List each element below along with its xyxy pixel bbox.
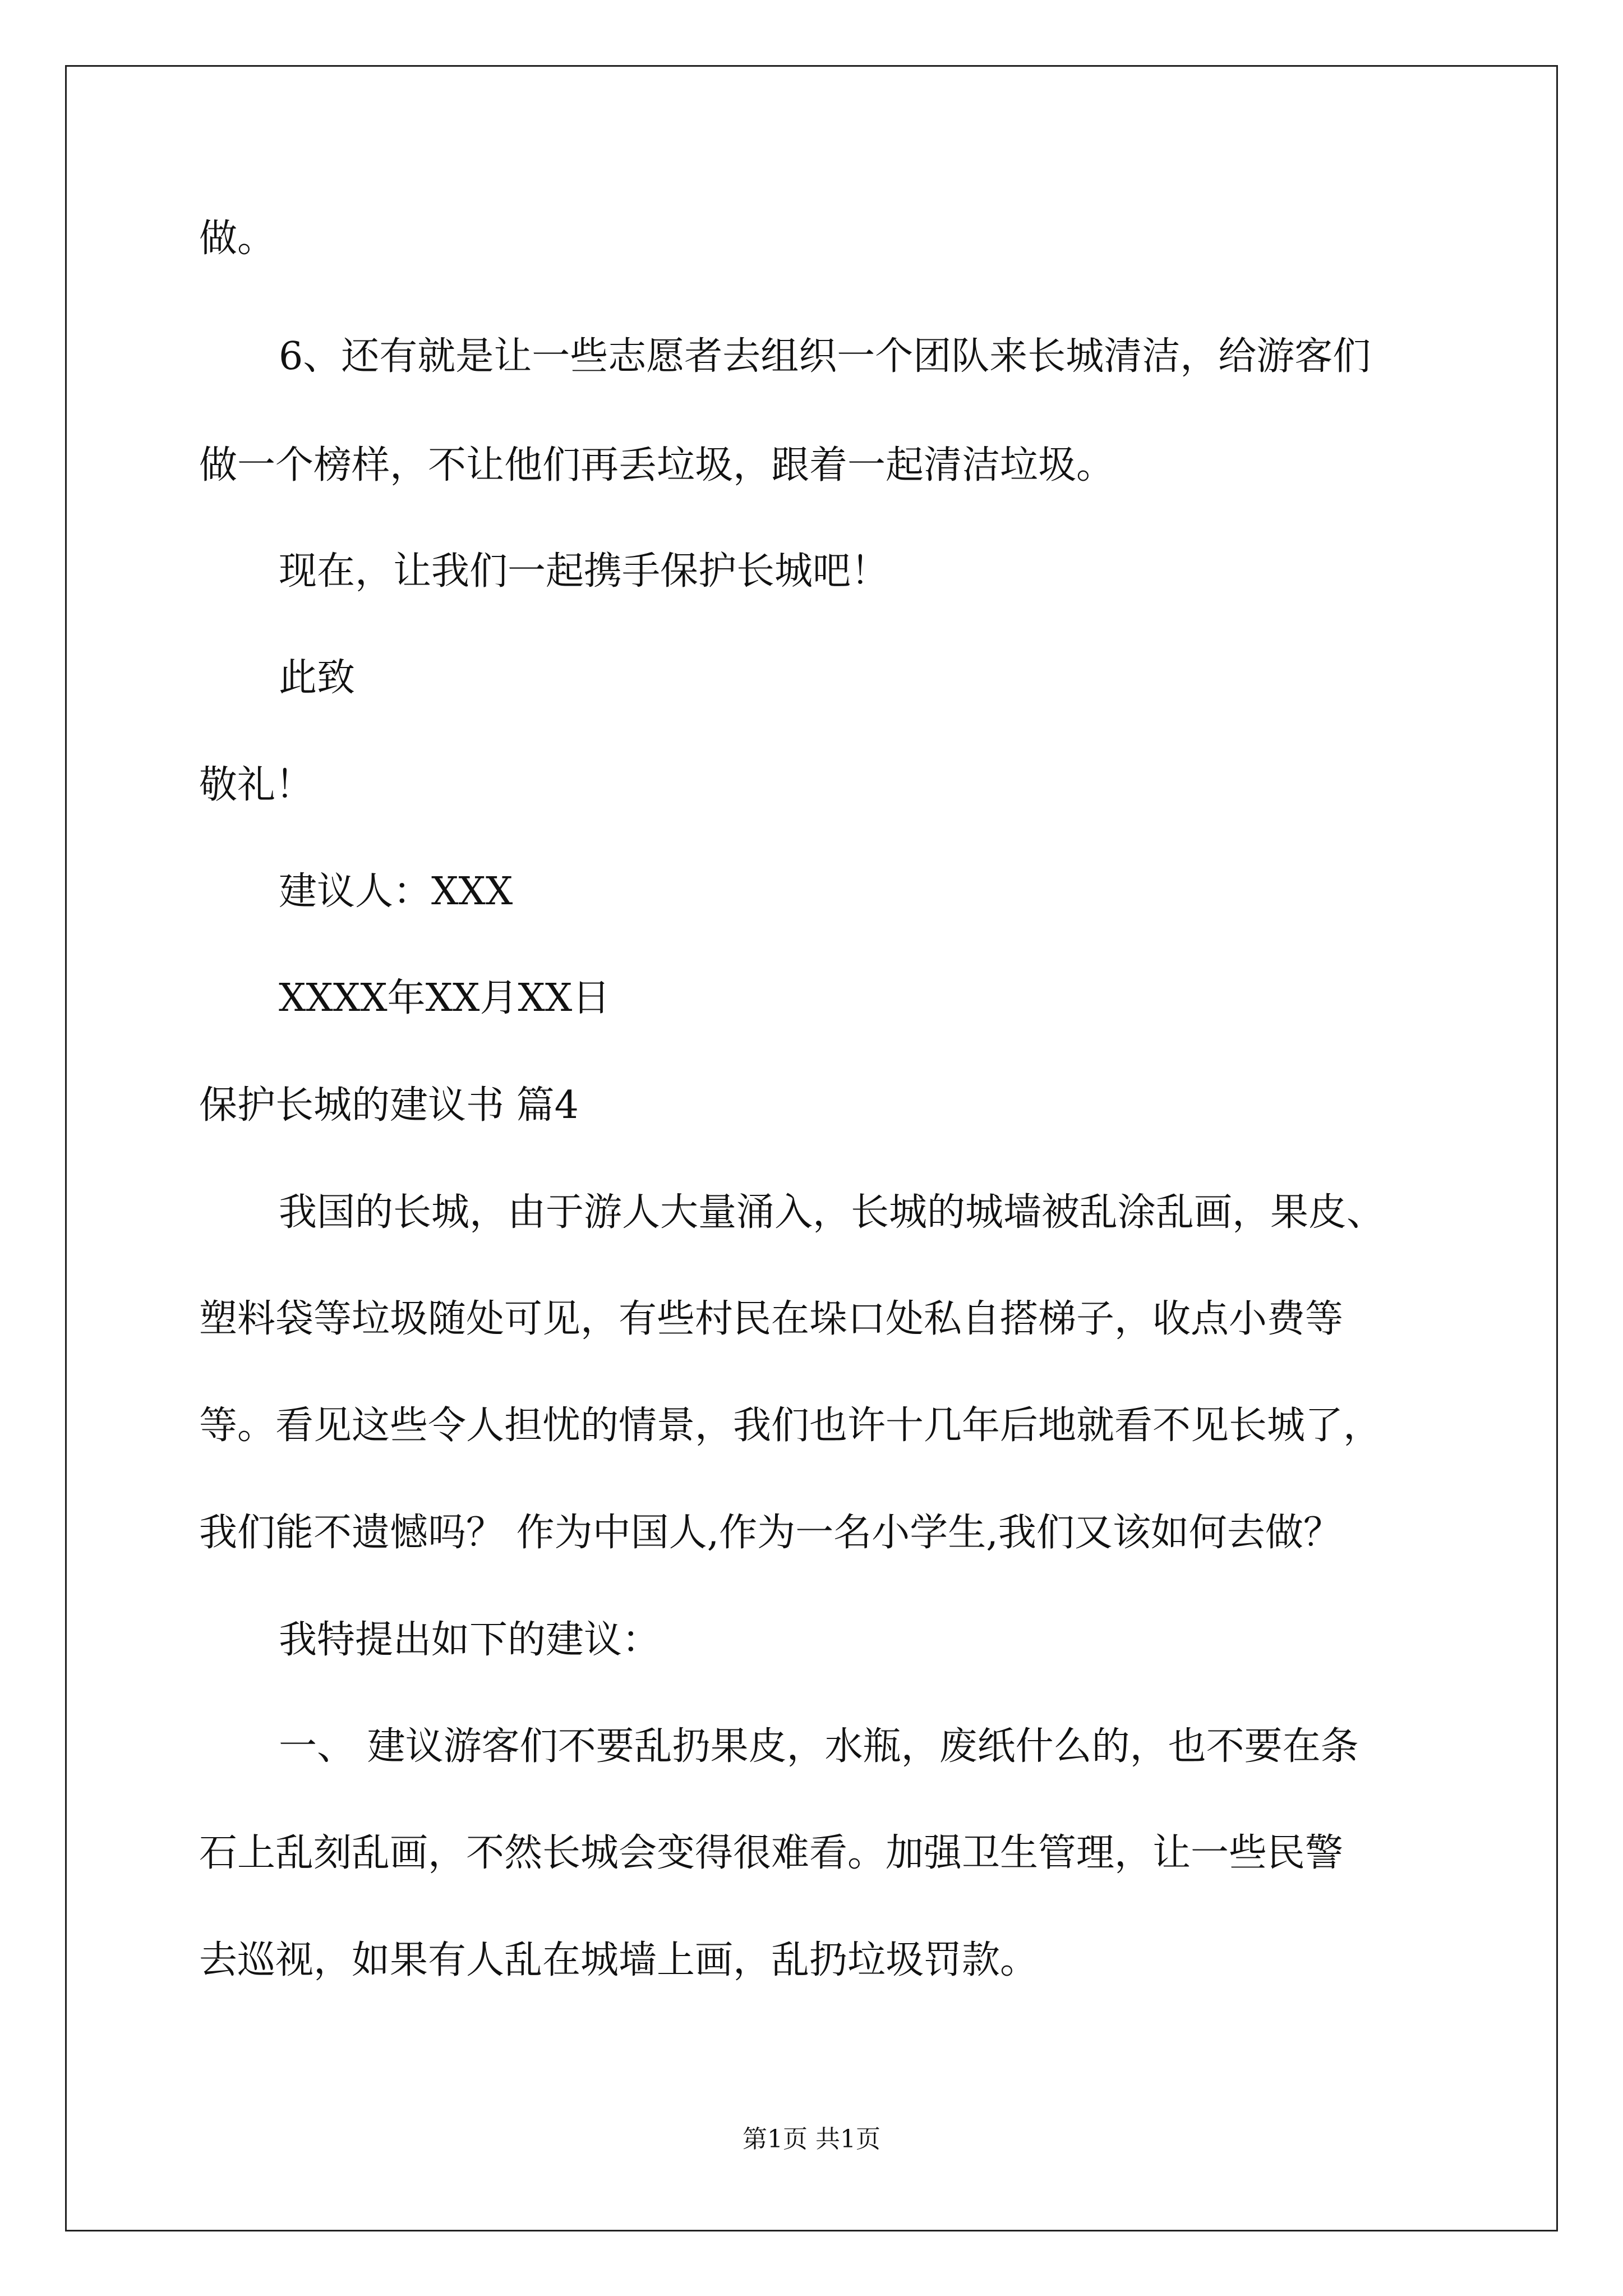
text-line: 6、还有就是让一些志愿者去组织一个团队来长城清洁，给游客们 (279, 334, 1371, 379)
text-line: 我们能不遗憾吗？ 作为中国人,作为一名小学生,我们又该如何去做？ (199, 1511, 1341, 1555)
section-heading: 保护长城的建议书 篇4 (199, 1083, 579, 1128)
text-line: 敬礼！ (199, 763, 314, 807)
text-line: 等。看见这些令人担忧的情景，我们也许十几年后地就看不见长城了， (199, 1404, 1382, 1448)
text-line: 做。 (199, 217, 276, 261)
text-line: 一、 建议游客们不要乱扔果皮，水瓶，废纸什么的，也不要在条 (279, 1724, 1359, 1769)
text-line: 我国的长城，由于游人大量涌入，长城的城墙被乱涂乱画，果皮、 (279, 1190, 1385, 1235)
page-footer: 第1页 共1页 (743, 2125, 880, 2154)
text-line: 此致 (279, 656, 356, 700)
text-line: 石上乱刻乱画，不然长城会变得很难看。加强卫生管理，让一些民警 (199, 1831, 1344, 1875)
text-line: 现在，让我们一起携手保护长城吧！ (279, 549, 889, 593)
text-line: 我特提出如下的建议： (279, 1618, 661, 1662)
text-line: 塑料袋等垃圾随处可见，有些村民在垛口处私自搭梯子，收点小费等 (199, 1297, 1344, 1341)
text-line: 去巡视，如果有人乱在城墙上画，乱扔垃圾罚款。 (199, 1938, 1039, 1982)
text-line: 做一个榜样，不让他们再丢垃圾，跟着一起清洁垃圾。 (199, 443, 1115, 487)
text-line: XXXX年XX月XX日 (279, 976, 611, 1020)
page-border (65, 65, 1558, 2231)
text-line: 建议人：XXX (279, 869, 513, 914)
